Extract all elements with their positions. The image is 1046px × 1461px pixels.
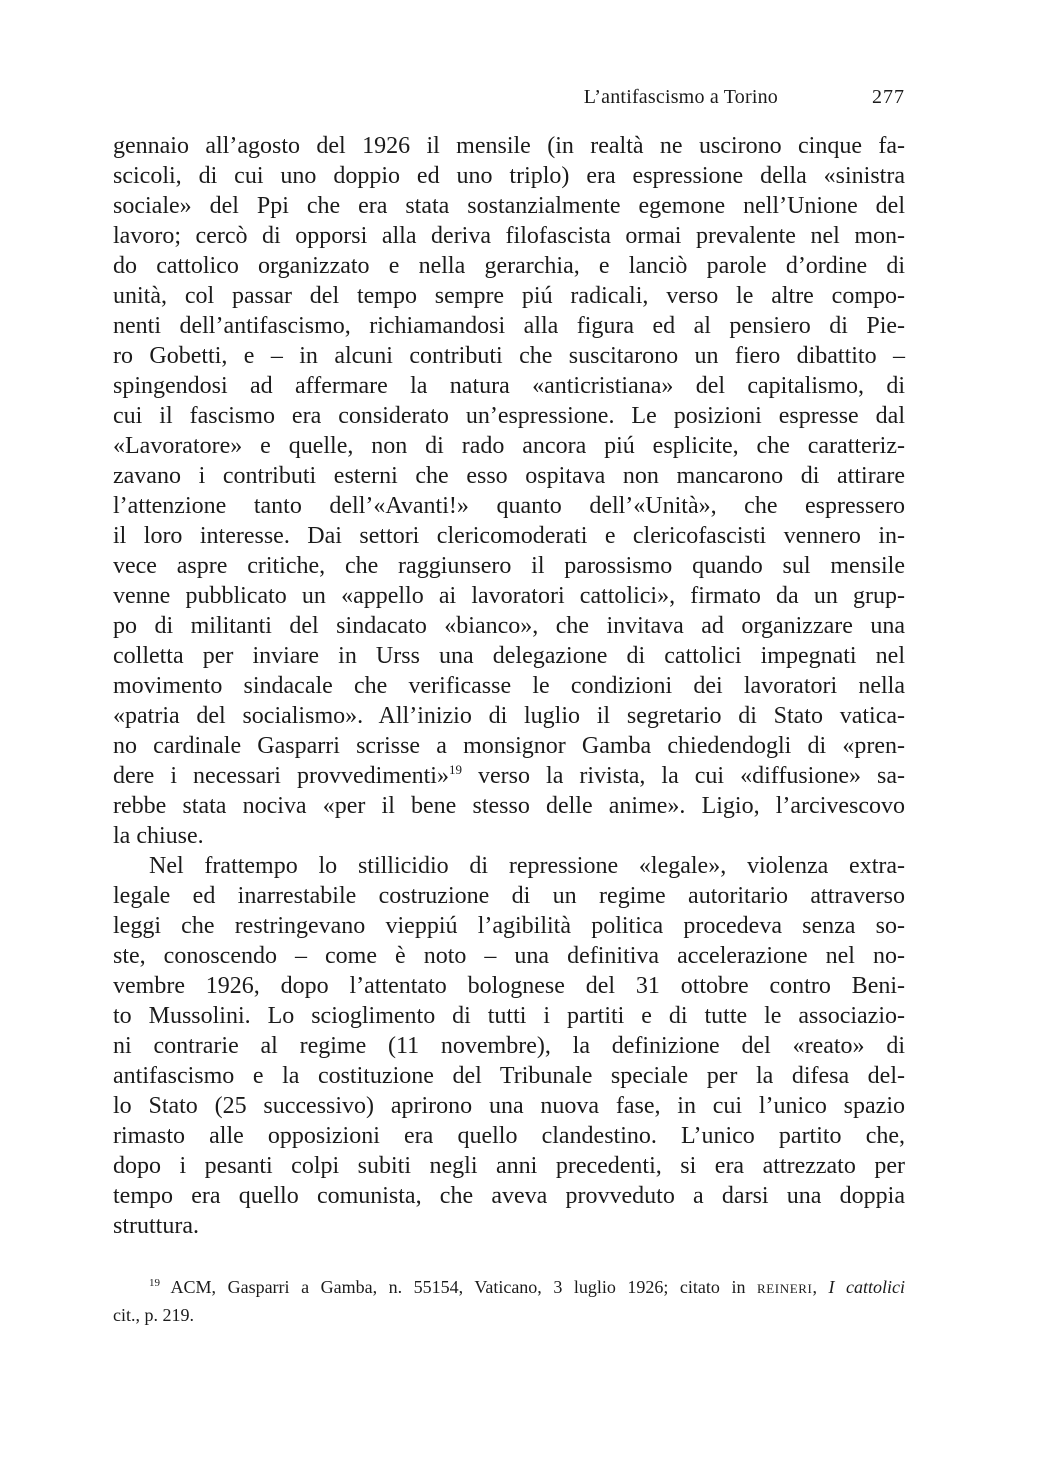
- text-line: no cardinale Gasparri scrisse a monsignor Gamba chiedendogli di «pren-: [113, 733, 905, 759]
- text-line: vembre 1926, dopo l’attentato bolognese del 31 ottobre contro Beni-: [113, 973, 905, 999]
- text-line: leggi che restringevano vieppiú l’agibilità politica procedeva senza so-: [113, 913, 905, 939]
- text-line: legale ed inarrestabile costruzione di un regime autoritario attraverso: [113, 883, 905, 909]
- text-line: venne pubblicato un «appello ai lavoratori cattolici», firmato da un grup-: [113, 583, 905, 609]
- text-line: la chiuse.: [113, 823, 204, 849]
- page-header: [113, 82, 905, 112]
- footnote-title: I cattolici: [828, 1277, 906, 1297]
- text-line: vece aspre critiche, che raggiunsero il parossismo quando sul mensile: [113, 553, 905, 579]
- text-line: movimento sindacale che verificasse le condizioni dei lavoratori nella: [113, 673, 905, 699]
- text-line: lavoro; cercò di opporsi alla deriva filofascista ormai prevalente nel mon-: [113, 223, 905, 249]
- text-line: rimasto alle opposizioni era quello clandestino. L’unico partito che,: [113, 1123, 905, 1149]
- text-line: do cattolico organizzato e nella gerarchia, e lanciò parole d’ordine di: [113, 253, 905, 279]
- text-line: to Mussolini. Lo scioglimento di tutti i partiti e di tutte le associazio-: [113, 1003, 905, 1029]
- text-line: sociale» del Ppi che era stata sostanzialmente egemone nell’Unione del: [113, 193, 905, 219]
- running-title: L’antifascismo a Torino: [583, 86, 778, 108]
- text-line: nenti dell’antifascismo, richiamandosi alla figura ed al pensiero di Pie-: [113, 313, 905, 339]
- text-line: gennaio all’agosto del 1926 il mensile (in realtà ne uscirono cinque fa-: [113, 133, 905, 159]
- text-line: po di militanti del sindacato «bianco», che invitava ad organizzare una: [113, 613, 905, 639]
- text-line: colletta per inviare in Urss una delegazione di cattolici impegnati nel: [113, 643, 905, 669]
- footnote: [113, 1274, 905, 1328]
- text-line: rebbe stata nociva «per il bene stesso delle anime». Ligio, l’arcivescovo: [113, 793, 905, 819]
- footnote-text: ACM, Gasparri a Gamba, n. 55154, Vaticano, 3 luglio 1926; citato in: [160, 1277, 757, 1297]
- footnote-reference[interactable]: 19: [448, 762, 462, 777]
- text-line: «Lavoratore» e quelle, non di rado ancora piú esplicite, che caratteriz-: [113, 433, 905, 459]
- text-line: lo Stato (25 successivo) aprirono una nuova fase, in cui l’unico spazio: [113, 1093, 905, 1119]
- footnote-number: 19: [149, 1277, 160, 1289]
- text-line: l’attenzione tanto dell’«Avanti!» quanto dell’«Unità», che espressero: [113, 493, 905, 519]
- text-line: spingendosi ad affermare la natura «anticristiana» del capitalismo, di: [113, 373, 905, 399]
- paragraph-1: [113, 131, 905, 851]
- text-line: tempo era quello comunista, che aveva provveduto a darsi una doppia: [113, 1183, 905, 1209]
- text-line: unità, col passar del tempo sempre piú radicali, verso le altre compo-: [113, 283, 905, 309]
- text-line: ni contrarie al regime (11 novembre), la definizione del «reato» di: [113, 1033, 905, 1059]
- text-line: Nel frattempo lo stillicidio di repressione «legale», violenza extra-: [149, 853, 905, 879]
- text-line: «patria del socialismo». All’inizio di luglio il segretario di Stato vatica-: [113, 703, 905, 729]
- text-line: ste, conoscendo – come è noto – una definitiva accelerazione nel no-: [113, 943, 905, 969]
- footnote-line: cit., p. 219.: [113, 1305, 194, 1325]
- paragraph-2: [113, 851, 905, 1241]
- text-line: il loro interesse. Dai settori clericomoderati e clericofascisti vennero in-: [113, 523, 905, 549]
- text-line: cui il fascismo era considerato un’espressione. Le posizioni espresse dal: [113, 403, 905, 429]
- text-fragment: dere i necessari provvedimenti»: [113, 763, 449, 789]
- text-line: ro Gobetti, e – in alcuni contributi che suscitarono un fiero dibattito –: [113, 343, 905, 369]
- text-line: scicoli, di cui uno doppio ed uno triplo) era espressione della «sinistra: [113, 163, 905, 189]
- text-fragment: verso la rivista, la cui «diffusione» sa-: [461, 763, 905, 789]
- text-line: dopo i pesanti colpi subiti negli anni precedenti, si era attrezzato per: [113, 1153, 905, 1179]
- footnote-author: REINERI: [756, 1281, 813, 1296]
- footnote-line: [113, 1274, 905, 1302]
- body-text: [113, 131, 905, 1241]
- page-number: 277: [872, 86, 905, 108]
- text-line: struttura.: [113, 1213, 199, 1239]
- text-line-with-footnote-ref: [113, 761, 905, 791]
- text-line: zavano i contributi esterni che esso ospitava non mancarono di attirare: [113, 463, 905, 489]
- text-line: antifascismo e la costituzione del Tribunale speciale per la difesa del-: [113, 1063, 905, 1089]
- footnote-separator: ,: [812, 1277, 829, 1297]
